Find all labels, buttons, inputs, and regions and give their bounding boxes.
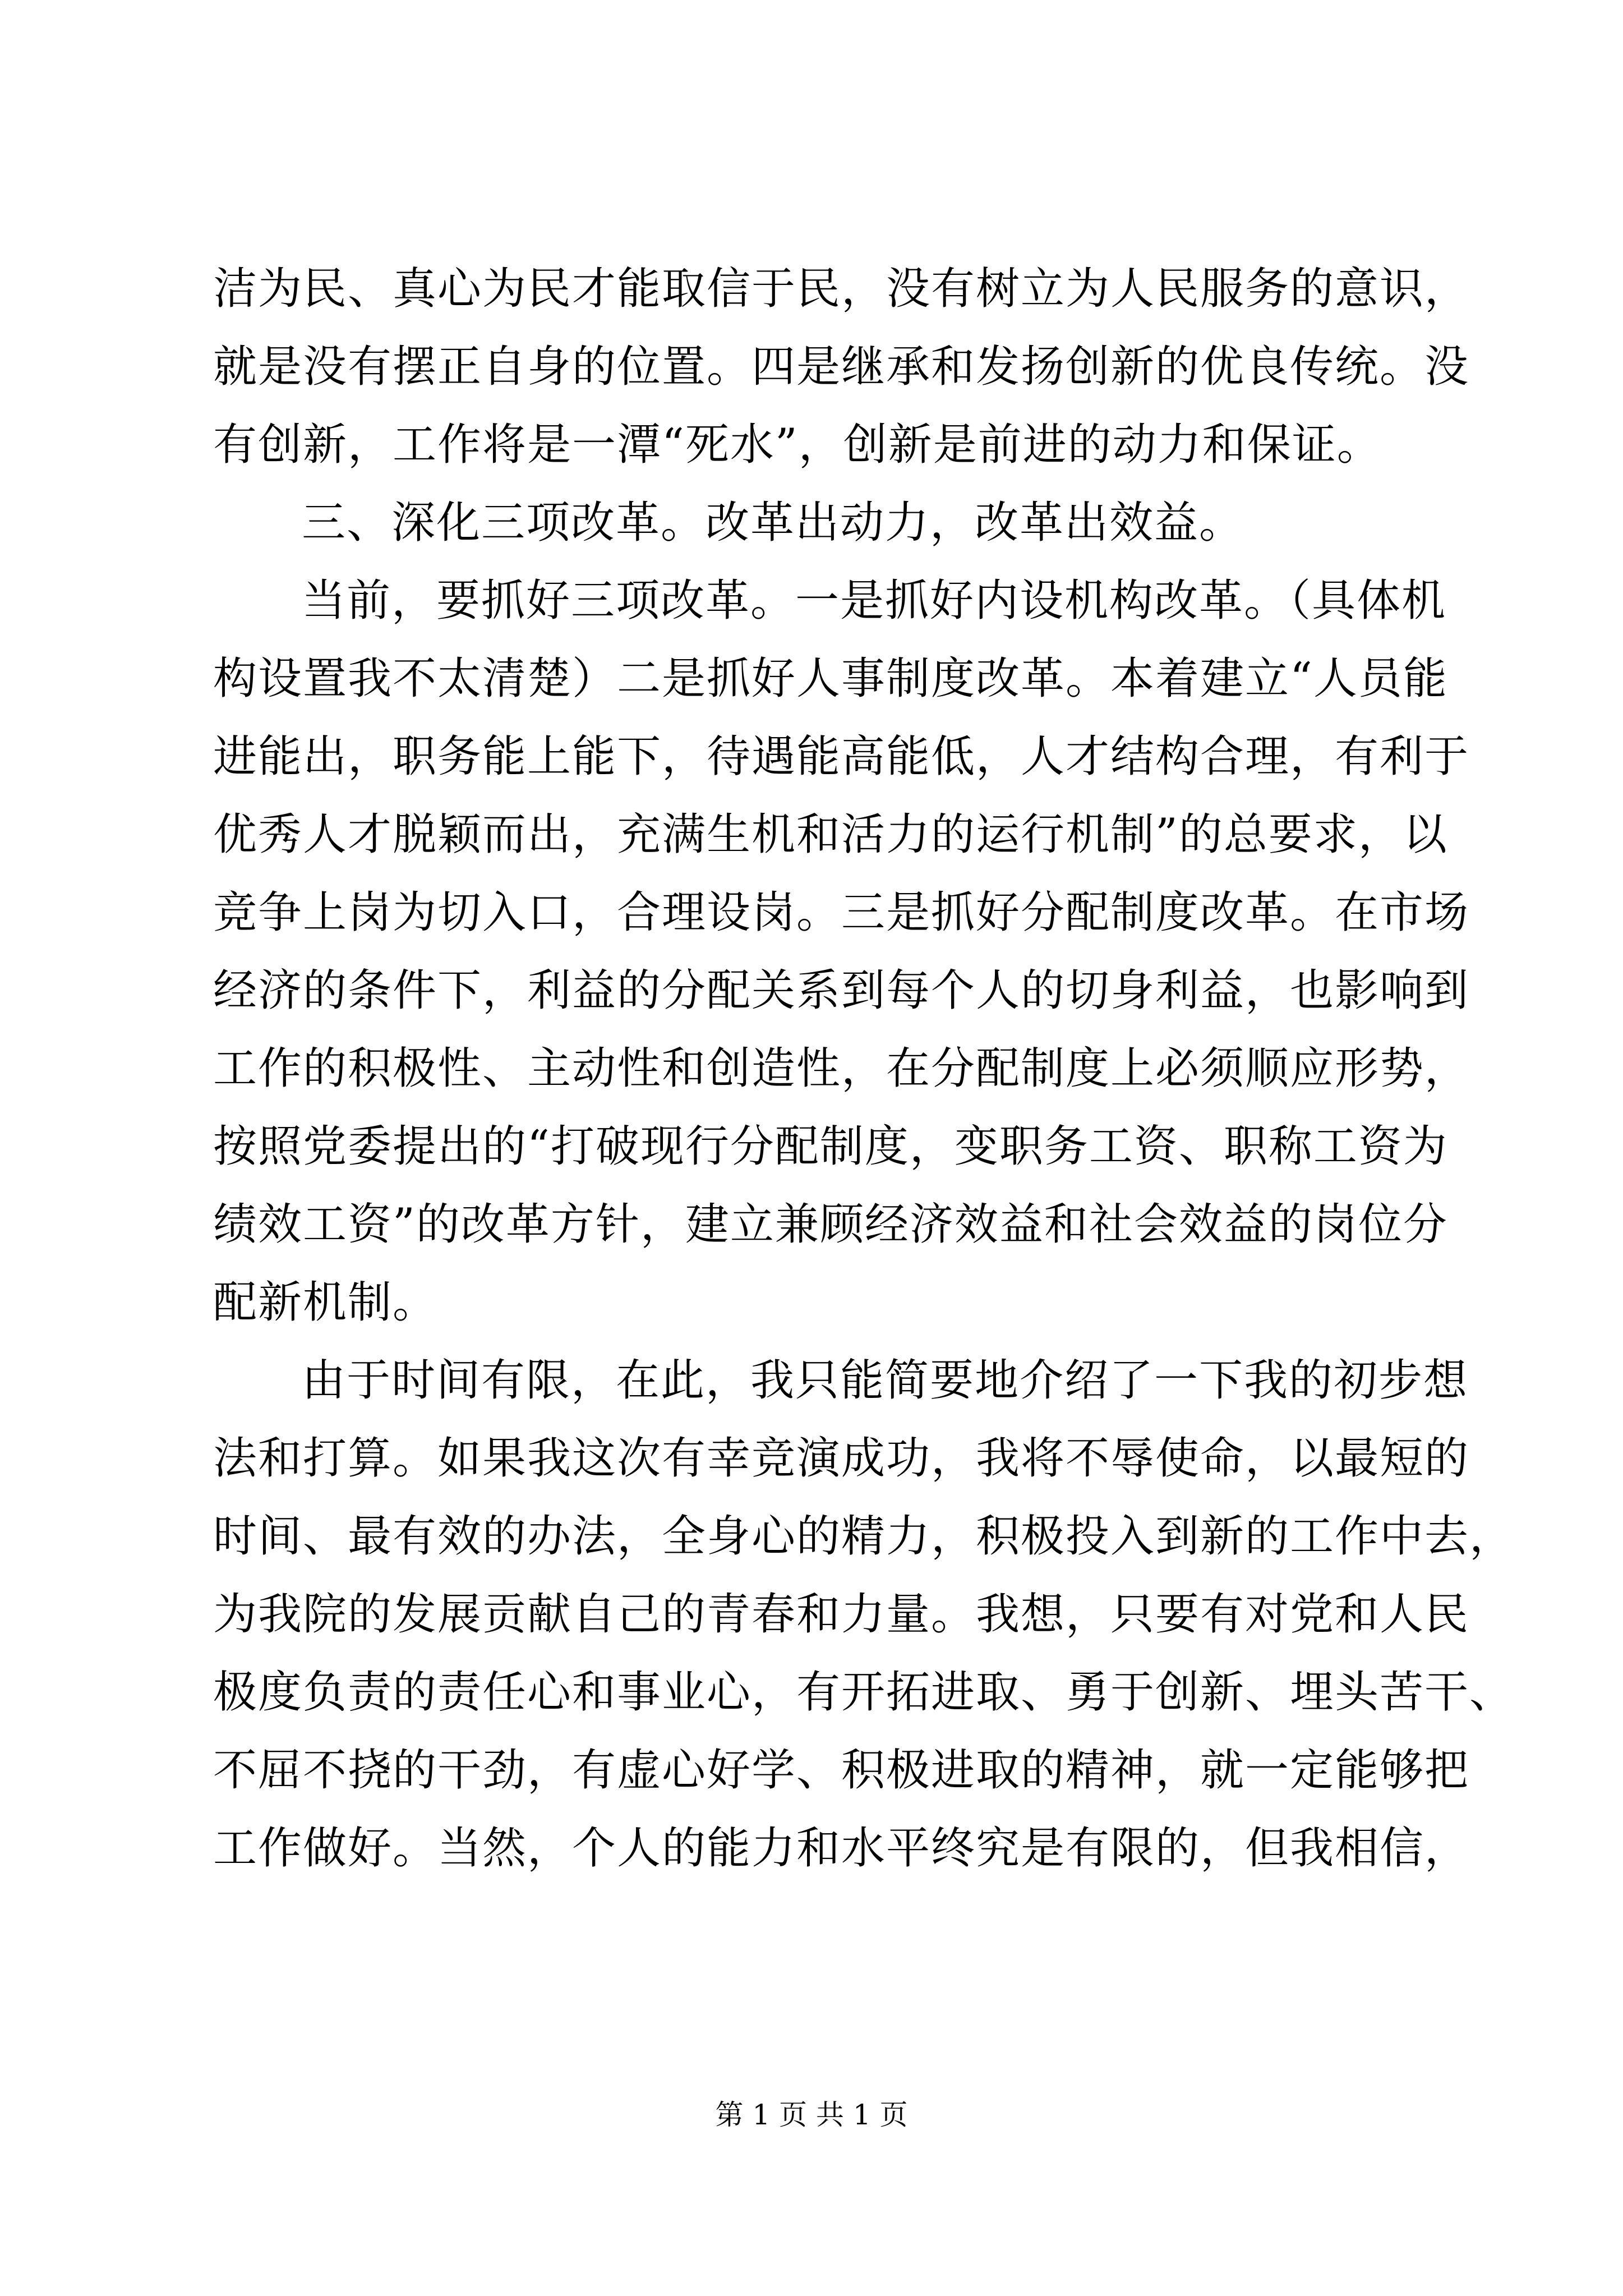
text-line: 按照党委提出的“打破现行分配制度，变职务工资、职称工资为 xyxy=(213,1121,1448,1172)
text-line: 竞争上岗为切入口，合理设岗。三是抓好分配制度改革。在市场 xyxy=(213,887,1470,938)
text-line: 工作做好。当然，个人的能力和水平终究是有限的，但我相信， xyxy=(213,1823,1470,1874)
text-line: 工作的积极性、主动性和创造性，在分配制度上必须顺应形势， xyxy=(213,1043,1470,1094)
page-footer: 第 1 页 共 1 页 xyxy=(715,2099,908,2131)
text-line: 极度负责的责任心和事业心，有开拓进取、勇于创新、埋头苦干、 xyxy=(213,1667,1515,1718)
text-line: 不屈不挠的干劲，有虚心好学、积极进取的精神，就一定能够把 xyxy=(213,1745,1470,1796)
text-line: 法和打算。如果我这次有幸竞演成功，我将不辱使命，以最短的 xyxy=(213,1433,1470,1484)
text-line: 由于时间有限，在此，我只能简要地介绍了一下我的初步想 xyxy=(302,1355,1469,1406)
text-line: 当前，要抓好三项改革。一是抓好内设机构改革。（具体机 xyxy=(302,576,1447,626)
text-line: 经济的条件下，利益的分配关系到每个人的切身利益，也影响到 xyxy=(213,965,1470,1016)
text-line: 时间、最有效的办法，全身心的精力，积极投入到新的工作中去， xyxy=(213,1511,1515,1562)
text-line: 构设置我不太清楚）二是抓好人事制度改革。本着建立“人员能 xyxy=(213,654,1448,704)
text-line: 就是没有摆正自身的位置。四是继承和发扬创新的优良传统。没 xyxy=(213,342,1470,392)
text-line: 为我院的发展贡献自己的青春和力量。我想，只要有对党和人民 xyxy=(213,1589,1470,1640)
text-line: 洁为民、真心为民才能取信于民，没有树立为人民服务的意识， xyxy=(213,264,1470,314)
section-heading: 三、深化三项改革。改革出动力，改革出效益。 xyxy=(302,498,1244,548)
text-line: 优秀人才脱颖而出，充满生机和活力的运行机制”的总要求，以 xyxy=(213,809,1448,860)
text-line: 进能出，职务能上能下，待遇能高能低，人才结构合理，有利于 xyxy=(213,731,1470,782)
text-line: 配新机制。 xyxy=(213,1277,438,1328)
text-line: 有创新，工作将是一潭“死水”，创新是前进的动力和保证。 xyxy=(213,420,1382,470)
text-line: 绩效工资”的改革方针，建立兼顾经济效益和社会效益的岗位分 xyxy=(213,1199,1448,1250)
